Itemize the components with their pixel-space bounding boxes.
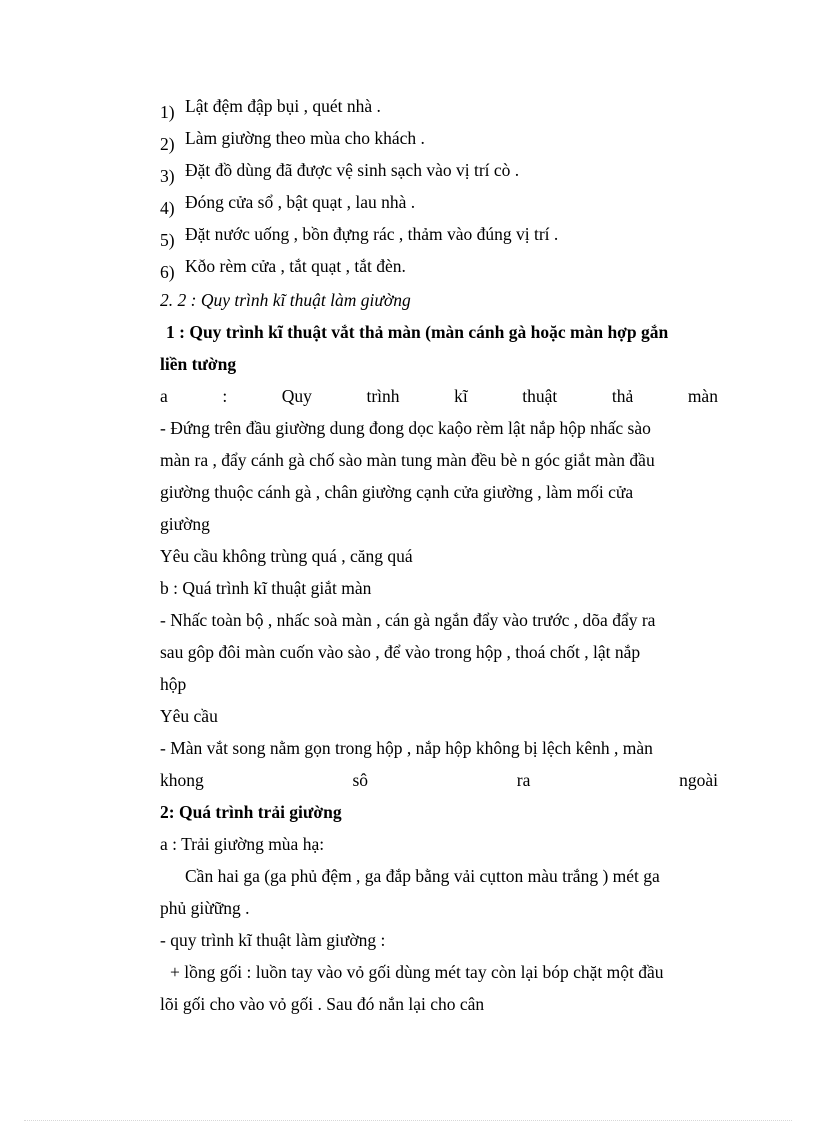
word: ra	[516, 770, 531, 790]
paragraph-line: - Màn vắt song nằm gọn trong hộp , nắp hộp không bị lệch kênh , màn	[160, 738, 653, 758]
justified-line-a	[160, 384, 718, 408]
procedure-heading: - quy trình kĩ thuật làm giường :	[160, 930, 386, 950]
list-text: Kðo rèm cửa , tắt quạt , tắt đèn.	[185, 256, 406, 276]
word: thả	[611, 386, 634, 406]
subheading-a: a : Trải giường mùa hạ:	[160, 834, 325, 854]
word: Quy	[281, 386, 312, 406]
subsection-title-1	[160, 320, 718, 344]
paragraph-line: màn ra , đẩy cánh gà chố sào màn tung màn đều bè n góc giắt màn đầu	[160, 450, 655, 470]
bullet-line: + lồng gối : luồn tay vào vỏ gối dùng mét tay còn lại bóp chặt một đầu	[170, 962, 664, 982]
list-text: Đóng cửa sổ , bật quạt , lau nhà .	[185, 192, 416, 212]
word: khong	[160, 770, 204, 790]
list-text: Làm giường theo mùa cho khách .	[185, 128, 425, 148]
list-number: 6)	[160, 262, 175, 282]
list-text: Lật đệm đập bụi , quét nhà .	[185, 96, 381, 116]
footer-divider	[24, 1120, 792, 1121]
paragraph-line: sau gôp đôi màn cuốn vào sào , để vào trong hộp , thoá chốt , lật nắp	[160, 642, 641, 662]
section-heading: 2. 2 : Quy trình kĩ thuật làm giường	[160, 290, 411, 310]
subsection-title-2: 2: Quá trình trải giường	[160, 802, 342, 822]
list-text: Đặt đồ dùng đã được vệ sinh sạch vào vị trí cò .	[185, 160, 520, 180]
list-number: 1)	[160, 102, 175, 122]
word: a	[160, 386, 168, 406]
list-text: Đặt nước uống , bồn đựng rác , thảm vào đúng vị trí .	[185, 224, 559, 244]
word: :	[222, 386, 228, 406]
word: sô	[352, 770, 369, 790]
requirement-label: Yêu cầu	[160, 706, 218, 726]
word: ngoài	[679, 770, 718, 790]
paragraph-line: Cần hai ga (ga phủ đệm , ga đắp bằng vải cụtton màu trắng ) mét ga	[185, 866, 660, 886]
bullet-line: lõi gối cho vào vỏ gối . Sau đó nắn lại cho cân	[160, 994, 485, 1014]
list-number: 4)	[160, 198, 175, 218]
requirement-text: Yêu cầu không trùng quá , căng quá	[160, 546, 413, 566]
word: kĩ	[454, 386, 468, 406]
subheading-b: b : Quá trình kĩ thuật giắt màn	[160, 578, 372, 598]
subsection-title-1-line2: liền tường	[160, 354, 237, 374]
list-number: 2)	[160, 134, 175, 154]
paragraph-line: - Nhấc toàn bộ , nhấc soà màn , cán gà ngắn đẩy vào trước , dõa đẩy ra	[160, 610, 656, 630]
paragraph-line: giường thuộc cánh gà , chân giường cạnh cửa giường , làm mối cửa	[160, 482, 634, 502]
word: trình	[366, 386, 400, 406]
list-number: 5)	[160, 230, 175, 250]
subsection-title-1-line1: 1 : Quy trình kĩ thuật vắt thả màn (màn cánh gà hoặc màn hợp gắn	[166, 322, 669, 342]
paragraph-line: - Đứng trên đầu giường dung đong dọc kaộo rèm lật nắp hộp nhấc sào	[160, 418, 651, 438]
paragraph-line: phủ giừững .	[160, 898, 250, 918]
paragraph-line: hộp	[160, 674, 187, 694]
list-number: 3)	[160, 166, 175, 186]
word: thuật	[522, 386, 558, 406]
paragraph-line: giường	[160, 514, 210, 534]
justified-line	[160, 768, 718, 792]
word: màn	[687, 386, 718, 406]
